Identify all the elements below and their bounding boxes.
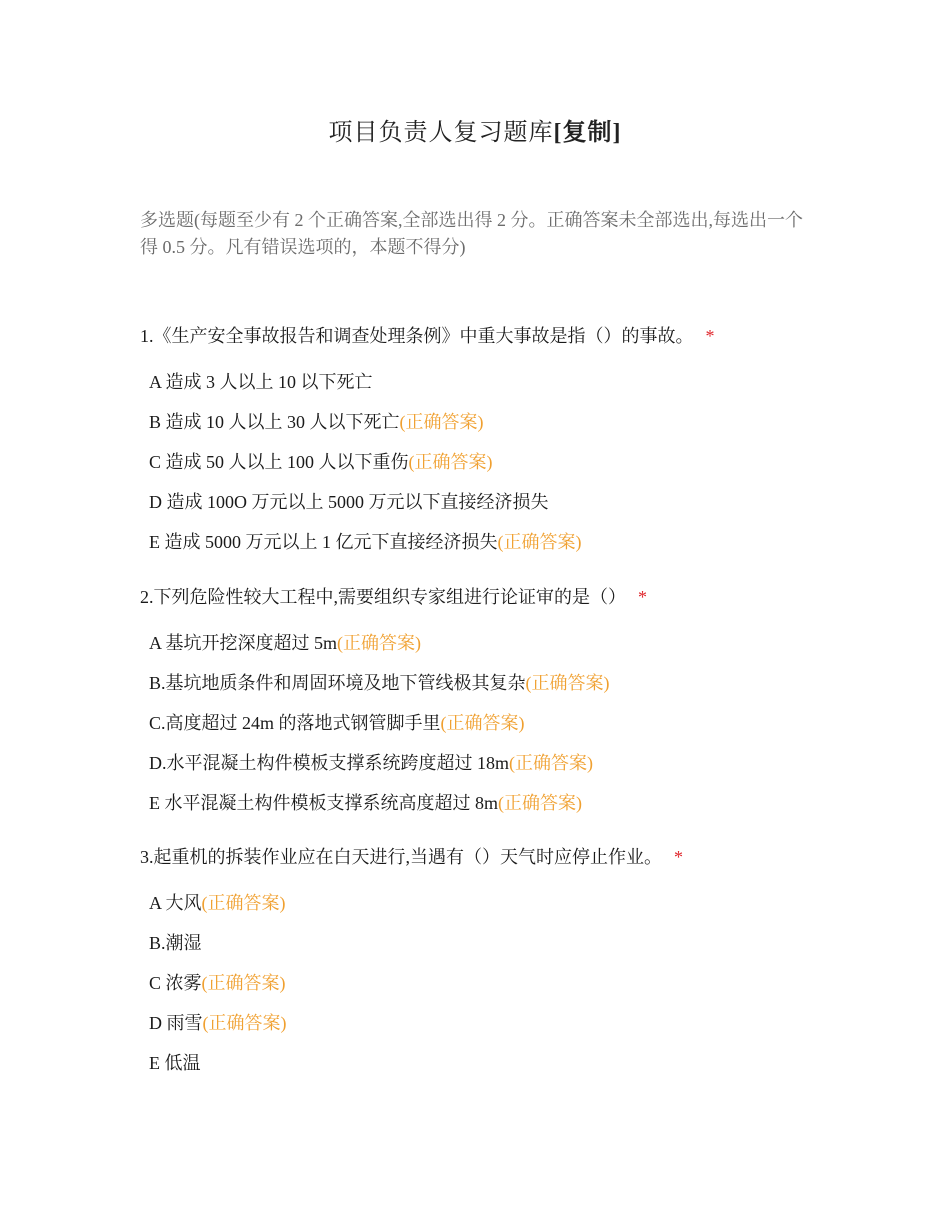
option-label: B.潮湿 (149, 933, 202, 953)
question-text (140, 845, 860, 869)
correct-answer-tag: (正确答案) (202, 1013, 287, 1033)
section-instructions: 多选题(每题至少有 2 个正确答案,全部选出得 2 分。正确答案未全部选出,每选出一个得 0.5 分。凡有错误选项的，本题不得分) (140, 210, 803, 257)
title-text: 项目负责人复习题库 (328, 120, 554, 146)
options-list (140, 631, 860, 831)
option-d[interactable] (149, 751, 860, 791)
option-a[interactable] (149, 891, 860, 931)
option-label: D 造成 100O 万元以上 5000 万元以下直接经济损失 (149, 492, 549, 512)
question-2 (140, 585, 860, 831)
correct-answer-tag: (正确答案) (201, 973, 286, 993)
option-e[interactable] (149, 530, 860, 570)
option-label: C 浓雾 (149, 973, 202, 993)
option-a[interactable] (149, 370, 860, 410)
correct-answer-tag: (正确答案) (201, 893, 286, 913)
correct-answer-tag: (正确答案) (498, 793, 582, 813)
option-d[interactable] (149, 1011, 860, 1051)
option-c[interactable] (149, 711, 860, 751)
option-c[interactable] (149, 971, 860, 1011)
correct-answer-tag: (正确答案) (399, 412, 484, 432)
option-label: D 雨雪 (149, 1013, 203, 1033)
option-b[interactable] (149, 931, 860, 971)
option-b[interactable] (149, 671, 860, 711)
question-1 (140, 324, 860, 570)
option-label: B 造成 10 人以上 30 人以下死亡 (149, 412, 400, 432)
option-label: A 基坑开挖深度超过 5m (149, 633, 338, 653)
title-suffix: [复制] (553, 120, 622, 146)
option-a[interactable] (149, 631, 860, 671)
correct-answer-tag: (正确答案) (509, 753, 593, 773)
options-list (140, 891, 860, 1091)
required-marker: * (705, 326, 715, 346)
correct-answer-tag: (正确答案) (440, 713, 525, 733)
required-marker: * (638, 587, 647, 607)
question-1-text: 1.《生产安全事故报告和调查处理条例》中重大事故是指（）的事故。 (140, 326, 694, 346)
option-label: E 水平混凝土构件模板支撑系统高度超过 8m (149, 793, 498, 813)
option-e[interactable] (149, 1051, 860, 1091)
option-c[interactable] (149, 450, 860, 490)
correct-answer-tag: (正确答案) (525, 673, 610, 693)
option-label: E 低温 (149, 1053, 201, 1073)
page-title (0, 112, 950, 147)
option-label: E 造成 5000 万元以上 1 亿元下直接经济损失 (149, 532, 498, 552)
question-3-text: 3.起重机的拆装作业应在白天进行,当遇有（）天气时应停止作业。 (140, 847, 662, 867)
option-label: B.基坑地质条件和周固环境及地下管线极其复杂 (149, 673, 526, 693)
options-list (140, 370, 860, 570)
correct-answer-tag: (正确答案) (497, 532, 582, 552)
question-2-text: 2.下列危险性较大工程中,需要组织专家组进行论证审的是（） (140, 587, 626, 607)
required-marker: * (674, 847, 683, 867)
option-label: D.水平混凝土构件模板支撑系统跨度超过 18m (149, 753, 509, 773)
option-label: C 造成 50 人以上 100 人以下重伤 (149, 452, 409, 472)
question-text (140, 585, 860, 609)
option-e[interactable] (149, 791, 860, 831)
option-label: C.高度超过 24m 的落地式钢管脚手里 (149, 713, 441, 733)
option-label: A 大风 (149, 893, 202, 913)
correct-answer-tag: (正确答案) (337, 633, 422, 653)
option-b[interactable] (149, 410, 860, 450)
correct-answer-tag: (正确答案) (408, 452, 493, 472)
question-text (140, 324, 860, 348)
option-label: A 造成 3 人以上 10 以下死亡 (149, 372, 373, 392)
question-3 (140, 845, 860, 1091)
option-d[interactable] (149, 490, 860, 530)
